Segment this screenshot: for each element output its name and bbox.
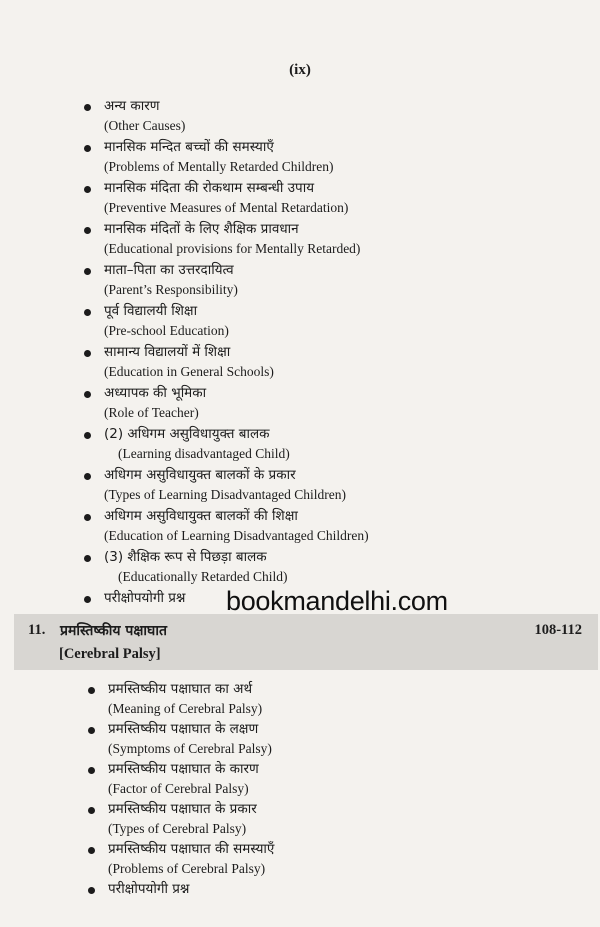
bullet-icon	[84, 186, 91, 193]
item-title-english: (Learning disadvantaged Child)	[118, 446, 290, 461]
item-title-english: (Education of Learning Disadvantaged Children)	[104, 528, 369, 543]
item-title-hindi: प्रमस्तिष्कीय पक्षाघात के प्रकार	[108, 801, 257, 817]
item-title-hindi: प्रमस्तिष्कीय पक्षाघात की समस्याएँ	[108, 841, 275, 857]
bullet-icon	[84, 309, 91, 316]
item-title-english: (Factor of Cerebral Palsy)	[108, 781, 249, 796]
item-title-english: (Parent’s Responsibility)	[104, 282, 238, 297]
bullet-icon	[88, 887, 95, 894]
list-item	[84, 302, 580, 341]
item-title-hindi: प्रमस्तिष्कीय पक्षाघात के लक्षण	[108, 721, 259, 737]
item-title-english: (Pre-school Education)	[104, 323, 229, 338]
item-title-hindi: अन्य कारण	[104, 98, 160, 114]
item-title-english: (Types of Cerebral Palsy)	[108, 821, 247, 836]
list-item	[84, 466, 580, 505]
list-item	[88, 720, 580, 759]
item-title-hindi: मानसिक मंदितों के लिए शैक्षिक प्रावधान	[104, 221, 299, 237]
item-title-hindi: (3) शैक्षिक रूप से पिछड़ा बालक	[104, 549, 267, 565]
item-title-hindi: (2) अधिगम असुविधायुक्त बालक	[104, 426, 270, 442]
list-item	[88, 800, 580, 839]
list-item	[84, 261, 580, 300]
list-item	[84, 97, 580, 136]
list-item	[84, 425, 580, 464]
item-title-hindi: अधिगम असुविधायुक्त बालकों के प्रकार	[104, 467, 296, 483]
bullet-icon	[88, 727, 95, 734]
item-title-hindi: परीक्षोपयोगी प्रश्न	[104, 590, 186, 606]
chapter-title-english: [Cerebral Palsy]	[59, 646, 161, 662]
bullet-icon	[84, 555, 91, 562]
bullet-icon	[88, 767, 95, 774]
contents-list-top	[84, 97, 580, 610]
bullet-icon	[84, 268, 91, 275]
list-item	[88, 680, 580, 719]
watermark: bookmandelhi.com	[226, 586, 448, 616]
chapter-title-hindi: प्रमस्तिष्कीय पक्षाघात	[60, 623, 167, 639]
item-title-english: (Meaning of Cerebral Palsy)	[108, 701, 263, 716]
bullet-icon	[84, 514, 91, 521]
item-title-hindi: मानसिक मन्दित बच्चों की समस्याएँ	[104, 139, 274, 155]
list-item	[84, 179, 580, 218]
item-title-english: (Other Causes)	[104, 118, 186, 133]
item-title-english: (Problems of Cerebral Palsy)	[108, 861, 266, 876]
bullet-icon	[84, 227, 91, 234]
item-title-english: (Preventive Measures of Mental Retardation)	[104, 200, 349, 215]
list-item	[84, 548, 580, 587]
item-title-hindi: अधिगम असुविधायुक्त बालकों की शिक्षा	[104, 508, 298, 524]
bullet-icon	[84, 104, 91, 111]
chapter-number: 11.	[28, 622, 46, 638]
item-title-hindi: सामान्य विद्यालयों में शिक्षा	[104, 344, 231, 360]
list-item	[84, 343, 580, 382]
list-item	[88, 840, 580, 879]
contents-list-bottom	[88, 680, 580, 900]
item-title-hindi: परीक्षोपयोगी प्रश्न	[108, 881, 190, 897]
bullet-icon	[84, 596, 91, 603]
bullet-icon	[88, 847, 95, 854]
list-item	[88, 760, 580, 799]
item-title-english: (Education in General Schools)	[104, 364, 274, 379]
item-title-hindi: प्रमस्तिष्कीय पक्षाघात का अर्थ	[108, 681, 253, 697]
item-title-hindi: प्रमस्तिष्कीय पक्षाघात के कारण	[108, 761, 259, 777]
item-title-hindi: मानसिक मंदिता की रोकथाम सम्बन्धी उपाय	[104, 180, 315, 196]
bullet-icon	[84, 473, 91, 480]
item-title-english: (Types of Learning Disadvantaged Children)	[104, 487, 346, 502]
list-item	[84, 384, 580, 423]
page-number: (ix)	[289, 62, 311, 78]
item-title-english: (Symptoms of Cerebral Palsy)	[108, 741, 272, 756]
list-item	[88, 880, 580, 899]
item-title-english: (Educationally Retarded Child)	[118, 569, 288, 584]
item-title-english: (Role of Teacher)	[104, 405, 199, 420]
bullet-icon	[84, 432, 91, 439]
item-title-english: (Problems of Mentally Retarded Children)	[104, 159, 334, 174]
list-item	[84, 507, 580, 546]
bullet-icon	[84, 391, 91, 398]
bullet-icon	[84, 350, 91, 357]
list-item	[84, 220, 580, 259]
item-title-english: (Educational provisions for Mentally Retarded)	[104, 241, 361, 256]
list-item	[84, 138, 580, 177]
item-title-hindi: पूर्व विद्यालयी शिक्षा	[104, 303, 198, 319]
bullet-icon	[84, 145, 91, 152]
bullet-icon	[88, 807, 95, 814]
item-title-hindi: माता–पिता का उत्तरदायित्व	[104, 262, 234, 278]
bullet-icon	[88, 687, 95, 694]
chapter-page-range: 108-112	[534, 622, 582, 638]
item-title-hindi: अध्यापक की भूमिका	[104, 385, 207, 401]
